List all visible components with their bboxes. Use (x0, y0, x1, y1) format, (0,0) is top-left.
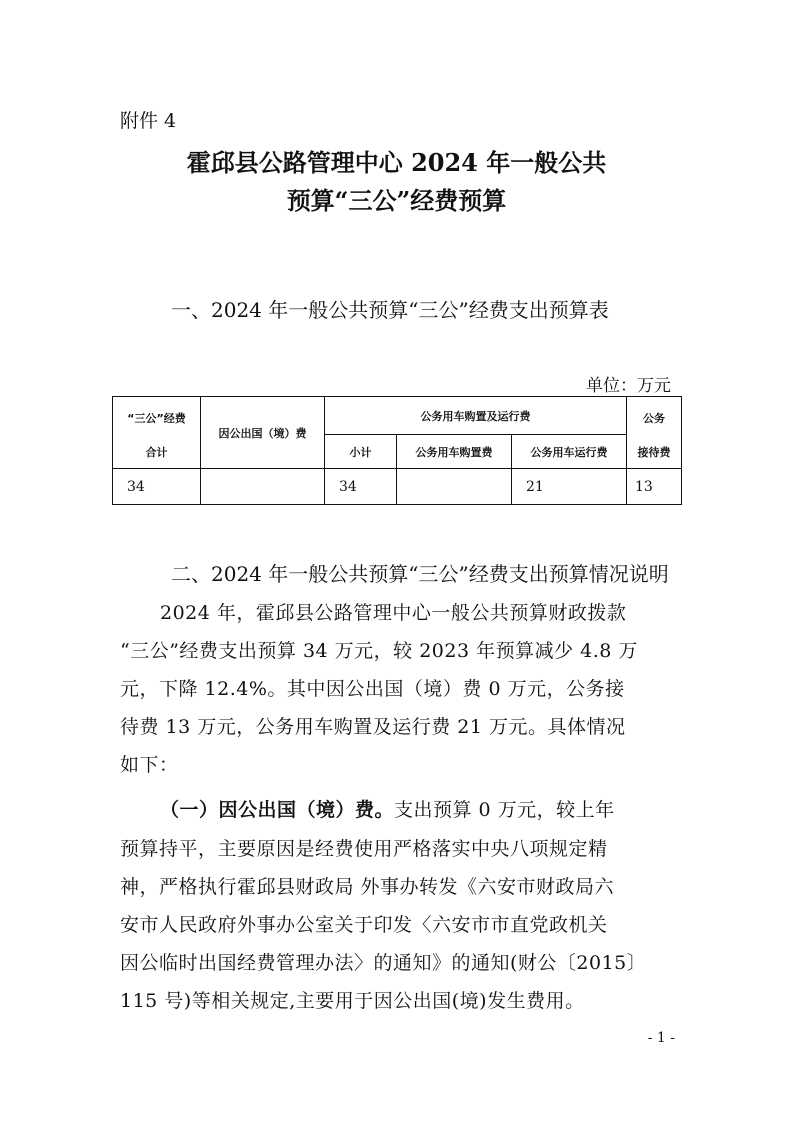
header-subtotal: 小计 (325, 435, 397, 469)
cell-operation: 21 (512, 469, 627, 505)
header-reception (627, 397, 682, 469)
body-line-1: 2024 年，霍邱县公路管理中心一般公共预算财政拨款 (160, 602, 627, 624)
document-title-line-1: 霍邱县公路管理中心 2024 年一般公共 (186, 148, 607, 177)
subsection-1-line-3: 神，严格执行霍邱县财政局 外事办转发《六安市财政局六 (120, 876, 615, 898)
unit-label: 单位：万元 (586, 376, 671, 396)
cell-total: 34 (113, 469, 201, 505)
section-1-heading: 一、2024 年一般公共预算“三公”经费支出预算表 (171, 298, 609, 322)
subsection-1-line-2: 预算持平，主要原因是经费使用严格落实中央八项规定精 (120, 838, 608, 860)
budget-table (112, 396, 682, 505)
page-number: - 1 - (647, 1030, 675, 1046)
header-reception-top: 公务 (643, 411, 665, 425)
body-line-4: 待费 13 万元，公务用车购置及运行费 21 万元。具体情况 (120, 716, 626, 738)
body-line-3: 元，下降 12.4%。其中因公出国（境）费 0 万元，公务接 (120, 678, 625, 700)
header-abroad: 因公出国（境）费 (201, 397, 325, 469)
header-purchase: 公务用车购置费 (397, 435, 512, 469)
table-row (113, 469, 682, 505)
cell-purchase (397, 469, 512, 505)
section-2-heading: 二、2024 年一般公共预算“三公”经费支出预算情况说明 (171, 562, 669, 586)
header-total-bottom: 合计 (145, 445, 168, 459)
document-title-line-2: 预算“三公”经费预算 (286, 186, 507, 215)
subsection-1-line-5: 因公临时出国经费管理办法〉的通知》的通知(财公〔2015〕 (120, 952, 647, 974)
header-operation: 公务用车运行费 (512, 435, 627, 469)
subsection-1-line-6: 115 号)等相关规定,主要用于因公出国(境)发生费用。 (120, 990, 585, 1012)
header-reception-bottom: 接待费 (637, 445, 671, 459)
cell-subtotal: 34 (325, 469, 397, 505)
subsection-1-first-text: 支出预算 0 万元，较上年 (394, 799, 615, 821)
cell-abroad (201, 469, 325, 505)
subsection-1-line-4: 安市人民政府外事办公室关于印发〈六安市市直党政机关 (120, 914, 608, 936)
cell-reception: 13 (627, 469, 682, 505)
header-total-top: “三公”经费 (127, 411, 186, 425)
body-line-2: “三公”经费支出预算 34 万元，较 2023 年预算减少 4.8 万 (120, 640, 638, 662)
subsection-1-first-line (160, 795, 615, 822)
subsection-1-heading: （一）因公出国（境）费。 (160, 799, 395, 821)
header-vehicle: 公务用车购置及运行费 (325, 397, 627, 435)
attachment-label: 附件 4 (120, 110, 177, 132)
body-line-5: 如下： (120, 754, 179, 776)
header-total (113, 397, 201, 469)
